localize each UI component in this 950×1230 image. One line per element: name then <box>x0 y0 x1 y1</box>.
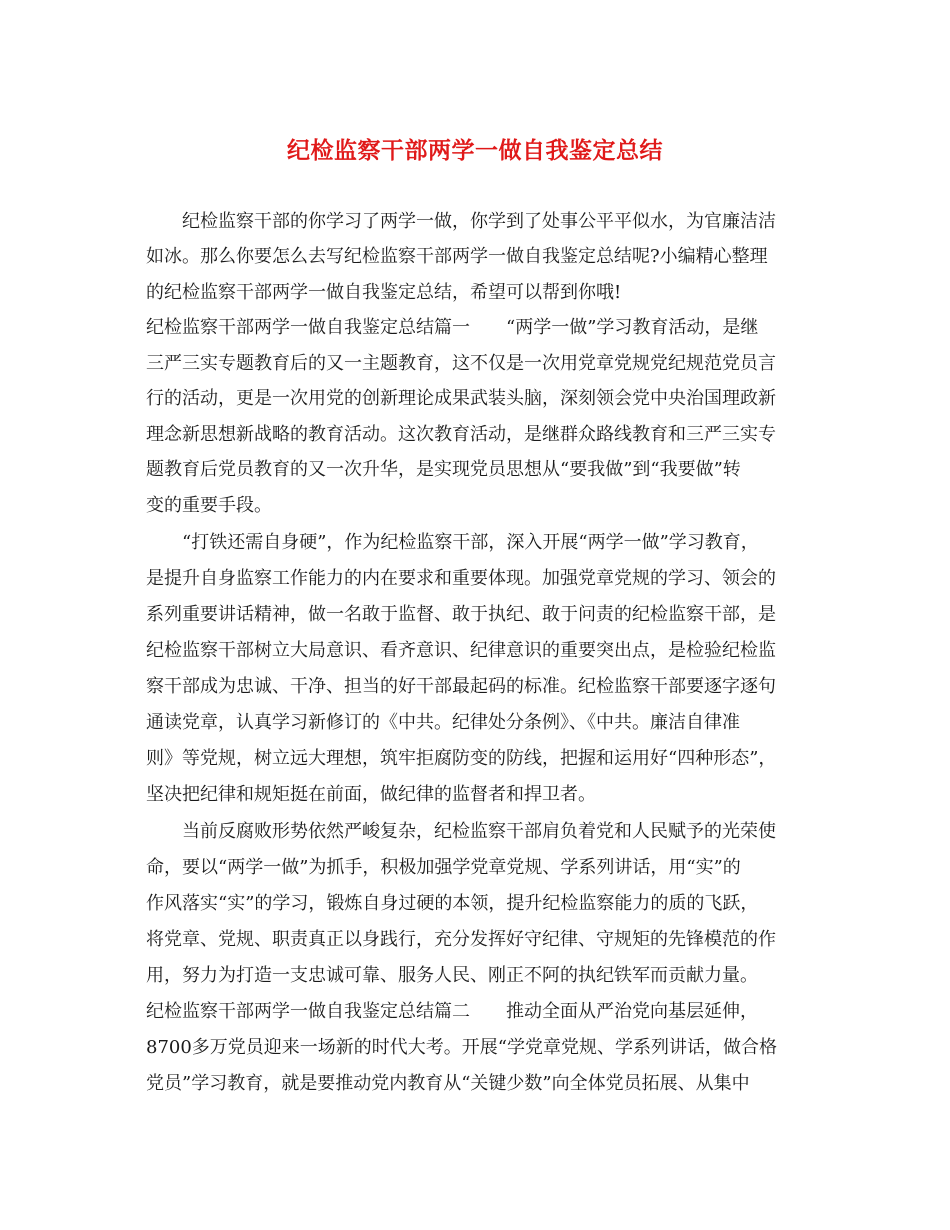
body-line: 8700多万党员迎来一场新的时代大考。开展“学党章党规、学系列讲话，做合格 <box>146 1037 778 1058</box>
body-line: 通读党章，认真学习新修订的《中共。纪律处分条例》、《中共。廉洁自律准 <box>146 712 740 733</box>
body-line: 变的重要手段。 <box>146 495 272 516</box>
body-line: 坚决把纪律和规矩挺在前面，做纪律的监督者和捍卫者。 <box>146 784 596 805</box>
body-line: 命，要以“两学一做”为抓手，积极加强学党章党规、学系列讲话，用“实”的 <box>146 857 741 878</box>
body-line: 察干部成为忠诚、干净、担当的好干部最起码的标准。纪检监察干部要逐字逐句 <box>146 676 776 697</box>
body-line: 是提升自身监察工作能力的内在要求和重要体现。加强党章党规的学习、领会的 <box>146 568 776 589</box>
body-line: 理念新思想新战略的教育活动。这次教育活动，是继群众路线教育和三严三实专 <box>146 424 776 445</box>
body-line: 作风落实“实”的学习，锻炼自身过硬的本领，提升纪检监察能力的质的飞跃， <box>146 893 759 914</box>
body-line: 的纪检监察干部两学一做自我鉴定总结，希望可以帮到你哦! <box>146 282 622 303</box>
section-heading-line: 纪检监察干部两学一做自我鉴定总结篇二 推动全面从严治党向基层延伸， <box>146 1001 758 1022</box>
body-line: 系列重要讲话精神，做一名敢于监督、敢于执纪、敢于问责的纪检监察干部，是 <box>146 604 776 625</box>
body-line: 当前反腐败形势依然严峻复杂，纪检监察干部肩负着党和人民赋予的光荣使 <box>146 821 776 842</box>
body-line: 行的活动，更是一次用党的创新理论成果武装头脑，深刻领会党中央治国理政新 <box>146 388 776 409</box>
body-line: 纪检监察干部树立大局意识、看齐意识、纪律意识的重要突出点，是检验纪检监 <box>146 640 776 661</box>
document-title: 纪检监察干部两学一做自我鉴定总结 <box>287 137 663 164</box>
body-line: 如冰。那么你要怎么去写纪检监察干部两学一做自我鉴定总结呢?小编精心整理 <box>146 246 768 267</box>
body-line: 三严三实专题教育后的又一主题教育，这不仅是一次用党章党规党纪规范党员言 <box>146 353 776 374</box>
body-line: 纪检监察干部的你学习了两学一做，你学到了处事公平平似水，为官廉洁洁 <box>146 211 776 232</box>
section-heading-line: 纪检监察干部两学一做自我鉴定总结篇一 “两学一做”学习教育活动，是继 <box>146 317 759 338</box>
body-line: 将党章、党规、职责真正以身践行，充分发挥好守纪律、守规矩的先锋模范的作 <box>146 929 776 950</box>
body-line: 党员”学习教育，就是要推动党内教育从“关键少数”向全体党员拓展、从集中 <box>146 1073 750 1094</box>
body-line: 则》等党规，树立远大理想，筑牢拒腐防变的防线，把握和运用好“四种形态”， <box>146 748 777 769</box>
body-line: 用，努力为打造一支忠诚可靠、服务人民、刚正不阿的执纪铁军而贡献力量。 <box>146 965 758 986</box>
body-line: 题教育后党员教育的又一次升华，是实现党员思想从“要我做”到“我要做”转 <box>146 459 741 480</box>
body-line: “打铁还需自身硬”，作为纪检监察干部，深入开展“两学一做”学习教育， <box>146 532 759 553</box>
